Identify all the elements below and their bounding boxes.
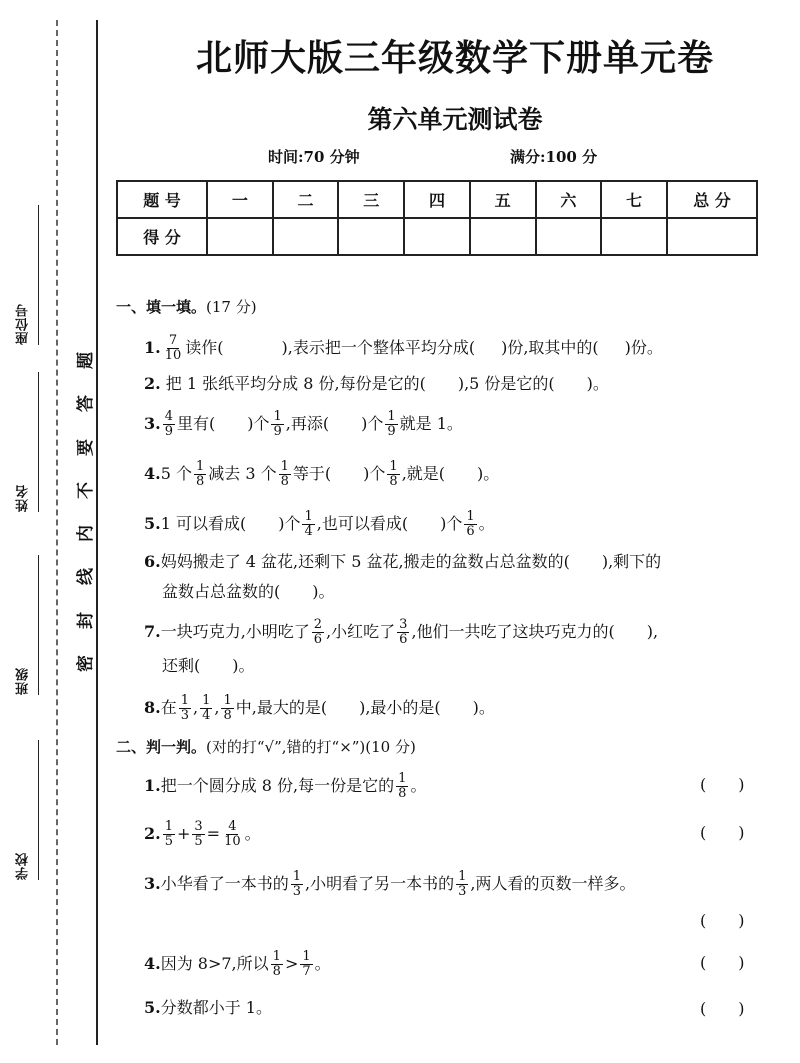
seat-number-field[interactable] <box>6 205 40 345</box>
question-1-2: 2. 把 1 张纸平均分成 8 份,每份是它的( ),5 份是它的( )。 <box>144 374 609 393</box>
fraction: $\frac{1}{8}$ <box>389 459 398 489</box>
fraction: $\frac{1}{4}$ <box>202 693 211 723</box>
fraction: $\frac{2}{6}$ <box>313 617 323 647</box>
score-cell[interactable] <box>273 218 339 255</box>
score-cell[interactable] <box>667 218 757 255</box>
score-cell[interactable] <box>470 218 536 255</box>
fraction: $\frac{1}{8}$ <box>272 949 281 979</box>
question-2-3: 3.小华看了一本书的 $\frac{1}{3}$ ,小明看了另一本书的 $\frac{1}{3}$ ,两人看的页数一样多。 <box>144 869 636 899</box>
score-table <box>116 180 758 256</box>
fraction: $\frac{4}{10}$ <box>224 819 241 849</box>
class-field[interactable] <box>6 555 40 695</box>
score-cell[interactable] <box>338 218 404 255</box>
fraction: $\frac{1}{8}$ <box>195 459 205 489</box>
full-score: 满分:100 分 <box>510 148 598 166</box>
fraction: $\frac{1}{6}$ <box>466 509 475 539</box>
binding-dash-line <box>56 20 58 1045</box>
fraction: $\frac{3}{5}$ <box>194 819 203 849</box>
page-title: 北师大版三年级数学下册单元卷 <box>195 38 714 79</box>
page-subtitle: 第六单元测试卷 <box>367 105 543 134</box>
question-2-4: 4.因为 8>7,所以 $\frac{1}{8}$ > $\frac{1}{7}$ 。 <box>144 949 331 979</box>
fraction: $\frac{7}{10}$ <box>164 333 182 363</box>
fraction: $\frac{1}{8}$ <box>223 693 232 723</box>
question-1-6: 6.妈妈搬走了 4 盆花,还剩下 5 盆花,搬走的盆数占总盆数的( ),剩下的 <box>144 552 662 571</box>
fraction: $\frac{1}{7}$ <box>302 949 311 979</box>
answer-paren-2-1[interactable]: ( ) <box>700 775 745 794</box>
question-1-4: 4.5 个 $\frac{1}{8}$ 减去 3 个 $\frac{1}{8}$ 等于( )个 $\frac{1}{8}$ ,就是( )。 <box>144 459 500 489</box>
fraction: $\frac{1}{5}$ <box>164 819 173 849</box>
fraction: $\frac{4}{9}$ <box>164 409 173 439</box>
name-label: 姓名 <box>16 484 31 512</box>
question-2-1: 1.把一个圆分成 8 份,每一份是它的 $\frac{1}{8}$ 。 <box>144 771 427 801</box>
answer-paren-2-2[interactable]: ( ) <box>700 823 745 842</box>
fraction: $\frac{3}{6}$ <box>399 617 408 647</box>
question-1-5: 5.1 可以看成( )个 $\frac{1}{4}$ ,也可以看成( )个 $\frac{1}{6}$ 。 <box>144 509 495 539</box>
section-1-heading: 一、填一填。(17 分) <box>116 298 257 316</box>
fraction: $\frac{1}{3}$ <box>458 869 467 899</box>
seal-line-notice: 题 答 要 不 内 线 封 密 <box>75 352 96 672</box>
section-2-heading: 二、判一判。(对的打“√”,错的打“×”)(10 分) <box>116 738 416 756</box>
question-1-7-line2: 还剩( )。 <box>162 656 255 675</box>
fraction: $\frac{1}{3}$ <box>292 869 301 899</box>
question-1-7: 7.一块巧克力,小明吃了 $\frac{2}{6}$ ,小红吃了 $\frac{3}{6}$ ,他们一共吃了这块巧克力的( ), <box>144 617 659 647</box>
question-1-8: 8.在 $\frac{1}{3}$ , $\frac{1}{4}$ , $\frac{1}{8}$ 中,最大的是( ),最小的是( )。 <box>144 693 495 723</box>
answer-paren-2-5[interactable]: ( ) <box>700 999 745 1018</box>
score-table-score-row: 得 分 <box>117 218 757 255</box>
fraction: $\frac{1}{8}$ <box>280 459 289 489</box>
seat-number-label: 座位号 <box>16 303 31 345</box>
score-cell[interactable] <box>536 218 602 255</box>
school-label: 学校 <box>16 852 31 880</box>
fraction: $\frac{1}{9}$ <box>273 409 282 439</box>
school-field[interactable] <box>6 740 40 880</box>
answer-paren-2-4[interactable]: ( ) <box>700 953 745 972</box>
name-field[interactable] <box>6 372 40 512</box>
score-table-header-row: 题 号 一 二 三 四 五 六 七 总 分 <box>117 181 757 218</box>
question-2-5: 5.分数都小于 1。 <box>144 998 272 1017</box>
score-cell[interactable] <box>207 218 273 255</box>
exam-time: 时间:70 分钟 <box>268 148 360 166</box>
fraction: $\frac{1}{3}$ <box>180 693 189 723</box>
fraction: $\frac{1}{8}$ <box>398 771 407 801</box>
fraction: $\frac{1}{9}$ <box>387 409 396 439</box>
answer-paren-2-3[interactable]: ( ) <box>700 911 745 930</box>
fraction: $\frac{1}{4}$ <box>304 509 313 539</box>
class-label: 班级 <box>16 667 31 695</box>
score-cell[interactable] <box>404 218 470 255</box>
question-1-1: 1. $\frac{7}{10}$ 读作( ),表示把一个整体平均分成( )份,取其中的( )份。 <box>144 333 663 363</box>
question-2-2: 2. $\frac{1}{5}$ + $\frac{3}{5}$ = $\frac{4}{10}$ 。 <box>144 819 261 849</box>
question-1-6-line2: 盆数占总盆数的( )。 <box>162 582 335 601</box>
score-cell[interactable] <box>601 218 667 255</box>
question-1-3: 3. $\frac{4}{9}$ 里有( )个 $\frac{1}{9}$ ,再添( )个 $\frac{1}{9}$ 就是 1。 <box>144 409 463 439</box>
